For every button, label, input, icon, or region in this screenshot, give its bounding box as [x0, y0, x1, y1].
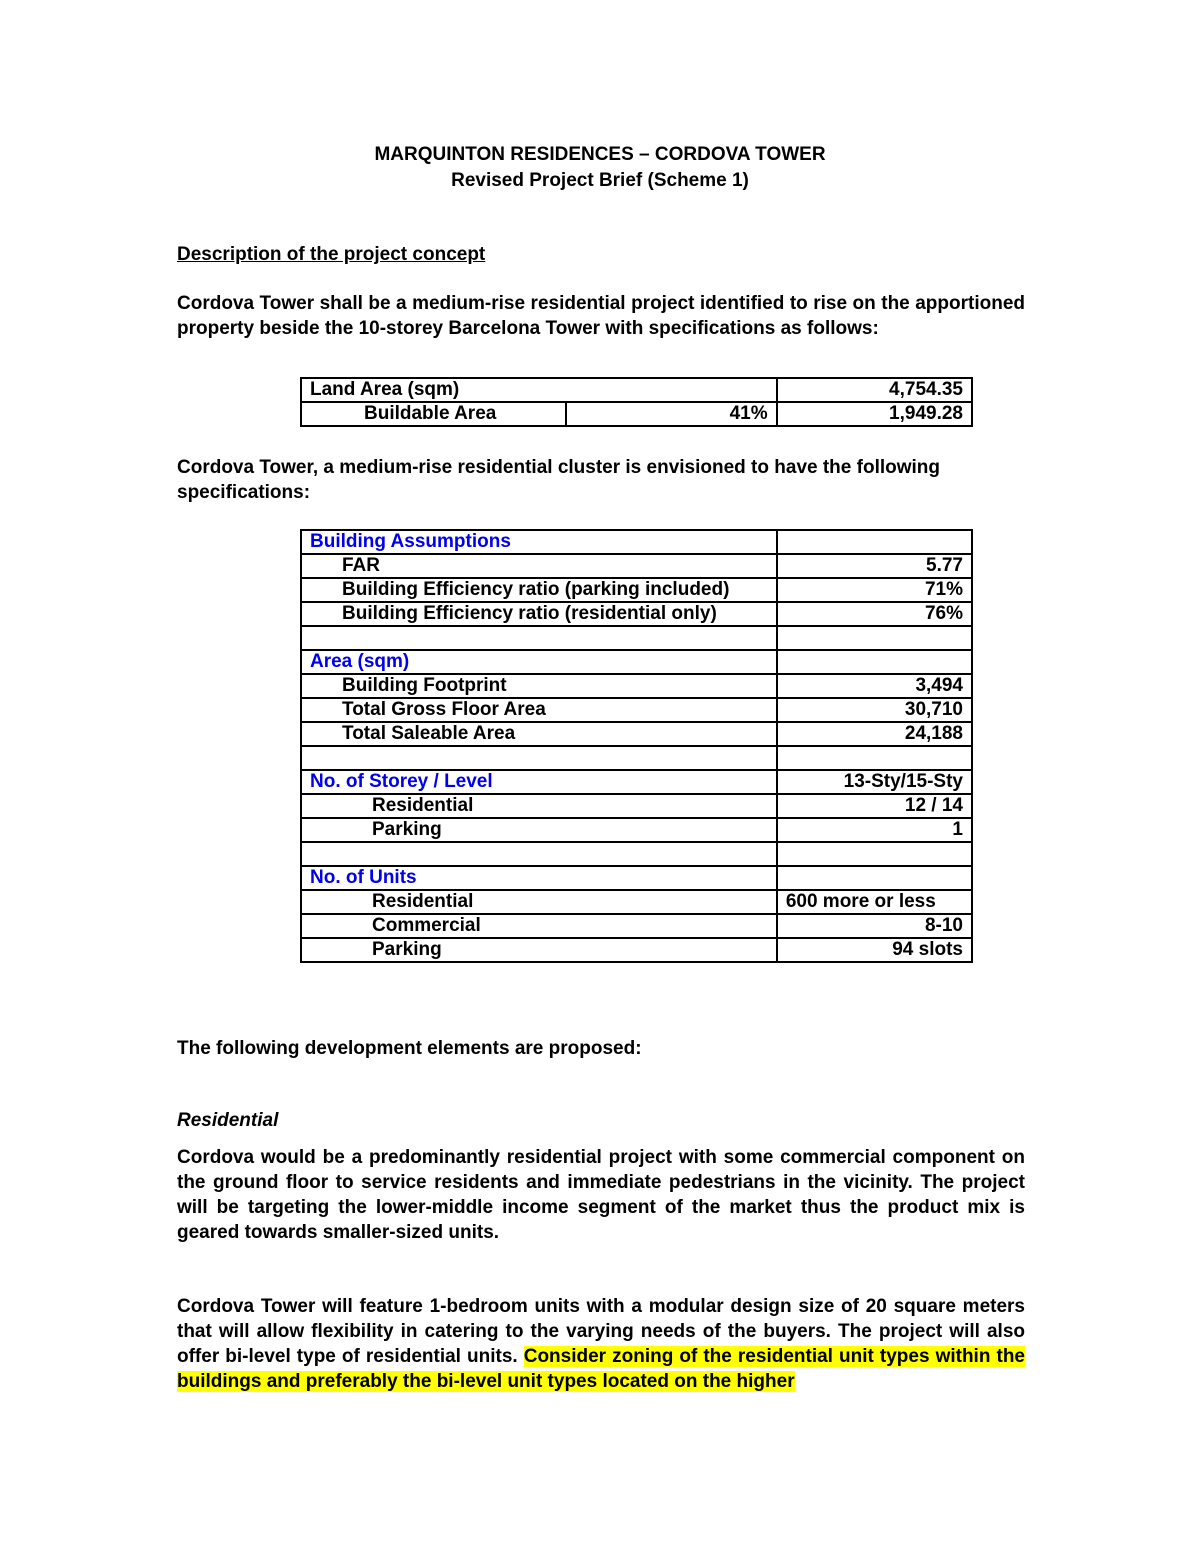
table-row-blank [301, 746, 972, 770]
table-row-blank [301, 842, 972, 866]
table-row [301, 770, 972, 794]
table-row [301, 378, 972, 402]
storey-parking-value: 1 [777, 818, 972, 842]
units-residential-label: Residential [301, 890, 777, 914]
building-assumptions-heading: Building Assumptions [301, 530, 777, 554]
land-area-table [300, 377, 973, 427]
land-area-label: Land Area (sqm) [301, 378, 777, 402]
specifications-table [300, 529, 973, 963]
spec-paragraph: Cordova Tower, a medium-rise residential cluster is envisioned to have the following specifications: [177, 457, 940, 503]
efficiency-parking-value: 71% [777, 578, 972, 602]
table-row [301, 698, 972, 722]
table-row [301, 402, 972, 426]
table-row [301, 818, 972, 842]
residential-paragraph: Cordova would be a predominantly residential project with some commercial component on the ground floor to service residents and immediate pedestrians in the vicinity. The project will be targeting the lower-middle income segment of the market thus the product mix is geared towards smaller-sized units. [177, 1147, 1025, 1243]
saleable-value: 24,188 [777, 722, 972, 746]
table-row-blank [301, 626, 972, 650]
intro-paragraph: Cordova Tower shall be a medium-rise residential project identified to rise on the apportioned property beside the 10-storey Barcelona Tower with specifications as follows: [177, 293, 1025, 339]
footprint-label: Building Footprint [301, 674, 777, 698]
table-row [301, 890, 972, 914]
buildable-area-value: 1,949.28 [777, 402, 972, 426]
footprint-value: 3,494 [777, 674, 972, 698]
units-residential-value: 600 more or less [777, 890, 972, 914]
buildable-area-pct: 41% [566, 402, 777, 426]
efficiency-residential-label: Building Efficiency ratio (residential only) [301, 602, 777, 626]
table-row [301, 722, 972, 746]
units-commercial-value: 8-10 [777, 914, 972, 938]
section-heading: Description of the project concept [177, 244, 486, 265]
residential-heading: Residential [177, 1110, 279, 1131]
table-row [301, 866, 972, 890]
table-row [301, 554, 972, 578]
units-commercial-label: Commercial [301, 914, 777, 938]
table-row [301, 602, 972, 626]
feature-text: Cordova Tower will feature 1-bedroom units with a modular design size of 20 square meters that will allow flexibility in catering to the varying needs of the buyers. The project will also offer bi-level type of residential units. [177, 1296, 1025, 1367]
saleable-label: Total Saleable Area [301, 722, 777, 746]
storey-parking-label: Parking [301, 818, 777, 842]
gfa-value: 30,710 [777, 698, 972, 722]
highlighted-text: Consider zoning of the residential unit types within the buildings and preferably the bi-level unit types located on the higher [177, 1346, 1025, 1392]
storey-heading: No. of Storey / Level [301, 770, 777, 794]
far-label: FAR [301, 554, 777, 578]
gfa-label: Total Gross Floor Area [301, 698, 777, 722]
land-area-value: 4,754.35 [777, 378, 972, 402]
efficiency-parking-label: Building Efficiency ratio (parking included) [301, 578, 777, 602]
elements-paragraph: The following development elements are proposed: [177, 1038, 642, 1059]
units-heading: No. of Units [301, 866, 777, 890]
storey-value: 13-Sty/15-Sty [777, 770, 972, 794]
table-row [301, 674, 972, 698]
storey-residential-value: 12 / 14 [777, 794, 972, 818]
units-parking-label: Parking [301, 938, 777, 962]
table-row [301, 650, 972, 674]
far-value: 5.77 [777, 554, 972, 578]
buildable-area-label: Buildable Area [301, 402, 566, 426]
table-row [301, 530, 972, 554]
document-subtitle: Revised Project Brief (Scheme 1) [451, 170, 749, 191]
feature-paragraph [177, 1294, 1025, 1394]
storey-residential-label: Residential [301, 794, 777, 818]
efficiency-residential-value: 76% [777, 602, 972, 626]
table-row [301, 938, 972, 962]
units-parking-value: 94 slots [777, 938, 972, 962]
table-row [301, 914, 972, 938]
table-row [301, 578, 972, 602]
document-title: MARQUINTON RESIDENCES – CORDOVA TOWER [374, 144, 826, 165]
area-heading: Area (sqm) [301, 650, 777, 674]
table-row [301, 794, 972, 818]
